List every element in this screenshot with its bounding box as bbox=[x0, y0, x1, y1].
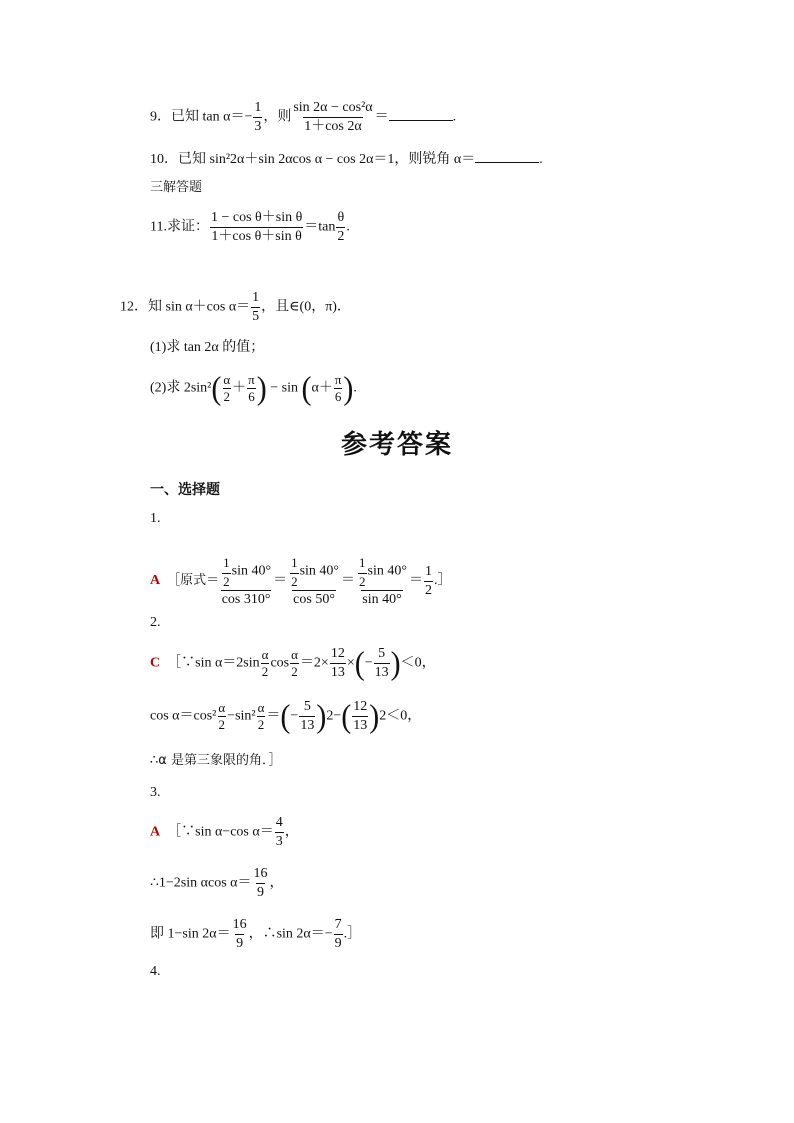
bracket-end: .］ bbox=[433, 573, 452, 589]
equals-sign: ＝ bbox=[408, 573, 423, 589]
fraction-4-3: $\frac{4}{3}$ bbox=[275, 815, 283, 849]
square-less-than-zero: 2＜0， bbox=[379, 708, 422, 724]
half-alpha: $\frac{\alpha}{2}$ bbox=[261, 647, 269, 679]
equals-sign: ＝ bbox=[273, 573, 288, 589]
q12-text: 12．知 sin α＋cos α＝ bbox=[120, 299, 251, 315]
q12-pi-over-6-second: $\frac{\pi}{6}$ bbox=[334, 372, 342, 404]
right-paren-icon: ) bbox=[343, 369, 354, 407]
q9-period: . bbox=[452, 109, 457, 125]
bracket-end: .］ bbox=[343, 926, 362, 942]
q11-half-theta: $\frac{\theta}{2}$ bbox=[337, 210, 345, 244]
answer-3-line-1 bbox=[150, 815, 299, 850]
plus-sign: ＋ bbox=[232, 380, 247, 396]
equals-two-times: ＝2× bbox=[299, 655, 329, 671]
left-paren-icon: ( bbox=[211, 369, 222, 407]
question-9 bbox=[150, 100, 456, 135]
q9-connector: ，则 bbox=[263, 109, 292, 125]
q12-part-2 bbox=[150, 369, 357, 407]
left-paren-icon: ( bbox=[341, 697, 352, 735]
answer-1-term-2: $\frac{1}{2}$ sin 40° cos 50° bbox=[291, 555, 340, 607]
equals-sign: ＝ bbox=[341, 573, 356, 589]
comma: ， bbox=[284, 824, 299, 840]
left-paren-icon: ( bbox=[280, 697, 291, 735]
a3-l2-lead: ∴1−2sin αcos α＝ bbox=[150, 875, 252, 891]
q11-equals-tan: ＝tan bbox=[304, 219, 336, 235]
comma: ， bbox=[269, 875, 284, 891]
half-alpha: $\frac{\alpha}{2}$ bbox=[257, 700, 265, 732]
answers-title: 参考答案 bbox=[340, 430, 453, 460]
q9-main-fraction: $\frac{\text{sin 2α − cos²α}}{1+\cos 2\alpha}$ bbox=[293, 100, 373, 134]
a3-l3-mid: ，∴sin 2α＝− bbox=[248, 926, 333, 942]
fraction-5-13: $\frac{5}{13}$ bbox=[300, 699, 315, 733]
q11-main-fraction: $\frac{\text{1 − cos θ＋sin θ}}{\text{1＋cos θ＋sin θ}}$ bbox=[210, 210, 303, 244]
answer-3-line-2 bbox=[150, 866, 283, 901]
section-heading-choice: 一、选择题 bbox=[150, 482, 220, 498]
square-minus: 2− bbox=[326, 708, 342, 724]
equals-sign: ＝ bbox=[266, 708, 281, 724]
fraction-12-13: $\frac{12}{13}$ bbox=[330, 646, 345, 680]
minus-sign: − bbox=[290, 708, 299, 724]
section-heading-3: 三解答题 bbox=[150, 180, 203, 195]
q10-text: 10．已知 sin²2α＋sin 2αcos α − cos 2α＝1，则锐角 α＝ bbox=[150, 152, 476, 167]
answer-3-line-3 bbox=[150, 917, 361, 952]
answer-2-line-1 bbox=[150, 646, 436, 681]
answer-3-number: 3. bbox=[150, 785, 161, 800]
a3-l1-lead: ［∵sin α−cos α＝ bbox=[167, 824, 274, 840]
left-paren-icon: ( bbox=[354, 644, 365, 682]
fraction-16-9: $\frac{16}{9}$ bbox=[232, 917, 247, 951]
fraction-5-13: $\frac{5}{13}$ bbox=[374, 646, 389, 680]
q12-period: . bbox=[353, 380, 357, 396]
a2-l1-lead: ［∵sin α＝2sin bbox=[167, 655, 260, 671]
answer-2-number: 2. bbox=[150, 615, 161, 630]
answer-2-line-3: ∴α 是第三象限的角．］ bbox=[150, 753, 282, 768]
a2-l2-lead: cos α＝cos² bbox=[150, 708, 217, 724]
half-alpha: $\frac{\alpha}{2}$ bbox=[291, 647, 298, 679]
q11-label: 11.求证： bbox=[150, 219, 209, 235]
question-10 bbox=[150, 150, 543, 169]
q12-condition: ，且∈(0，π)． bbox=[261, 299, 351, 315]
answer-letter: A bbox=[150, 824, 161, 840]
times-sign: × bbox=[346, 655, 355, 671]
left-paren-icon: ( bbox=[301, 369, 312, 407]
answer-1 bbox=[150, 554, 451, 608]
question-11 bbox=[150, 210, 350, 245]
minus-sin-squared: −sin² bbox=[227, 708, 256, 724]
q9-equals: ＝ bbox=[374, 109, 389, 125]
q9-number: 9． bbox=[150, 109, 171, 125]
q10-answer-blank bbox=[475, 150, 539, 163]
minus-sign: − bbox=[364, 655, 373, 671]
q9-answer-blank bbox=[389, 108, 453, 121]
answer-2-line-2 bbox=[150, 699, 421, 734]
right-paren-icon: ) bbox=[316, 697, 327, 735]
right-paren-icon: ) bbox=[390, 644, 401, 682]
answer-1-number: 1. bbox=[150, 511, 161, 526]
cos-text: cos bbox=[270, 655, 290, 671]
question-12 bbox=[120, 290, 351, 325]
answer-1-lead: ［原式＝ bbox=[167, 573, 220, 589]
minus-sin: − sin bbox=[266, 380, 302, 396]
q12-fraction-one-fifth: $\frac{1}{5}$ bbox=[252, 290, 260, 324]
fraction-16-9: $\frac{16}{9}$ bbox=[253, 866, 268, 900]
half-alpha: $\frac{\alpha}{2}$ bbox=[218, 700, 226, 732]
fraction-7-9: $\frac{7}{9}$ bbox=[334, 917, 342, 951]
answer-letter: C bbox=[150, 655, 161, 671]
q12-pi-over-6: $\frac{\pi}{6}$ bbox=[248, 372, 255, 404]
q12-part-2-label: (2)求 2sin² bbox=[150, 380, 212, 396]
answer-1-term-3: $\frac{1}{2}$ sin 40° sin 40° bbox=[359, 555, 407, 607]
q12-half-alpha: $\frac{\alpha}{2}$ bbox=[223, 372, 231, 404]
q9-text: 已知 tan α＝− bbox=[171, 109, 253, 125]
answer-4-number: 4. bbox=[150, 964, 161, 979]
fraction-12-13: $\frac{12}{13}$ bbox=[353, 699, 368, 733]
right-paren-icon: ) bbox=[369, 697, 380, 735]
q11-period: . bbox=[346, 219, 350, 235]
answer-1-result: $\frac{1}{2}$ bbox=[424, 563, 432, 598]
q10-period: . bbox=[539, 152, 543, 167]
a3-l3-lead: 即 1−sin 2α＝ bbox=[150, 926, 231, 942]
alpha-plus: α＋ bbox=[311, 380, 333, 396]
answer-letter: A bbox=[150, 573, 161, 589]
right-paren-icon: ) bbox=[256, 369, 267, 407]
answer-1-term-1: $\frac{1}{2}$ sin 40° cos 310° bbox=[221, 555, 272, 607]
less-than-zero: ＜0， bbox=[400, 655, 436, 671]
q12-part-1: (1)求 tan 2α 的值； bbox=[150, 340, 265, 355]
q9-fraction-one-third: $\frac{1}{3}$ bbox=[254, 100, 262, 134]
